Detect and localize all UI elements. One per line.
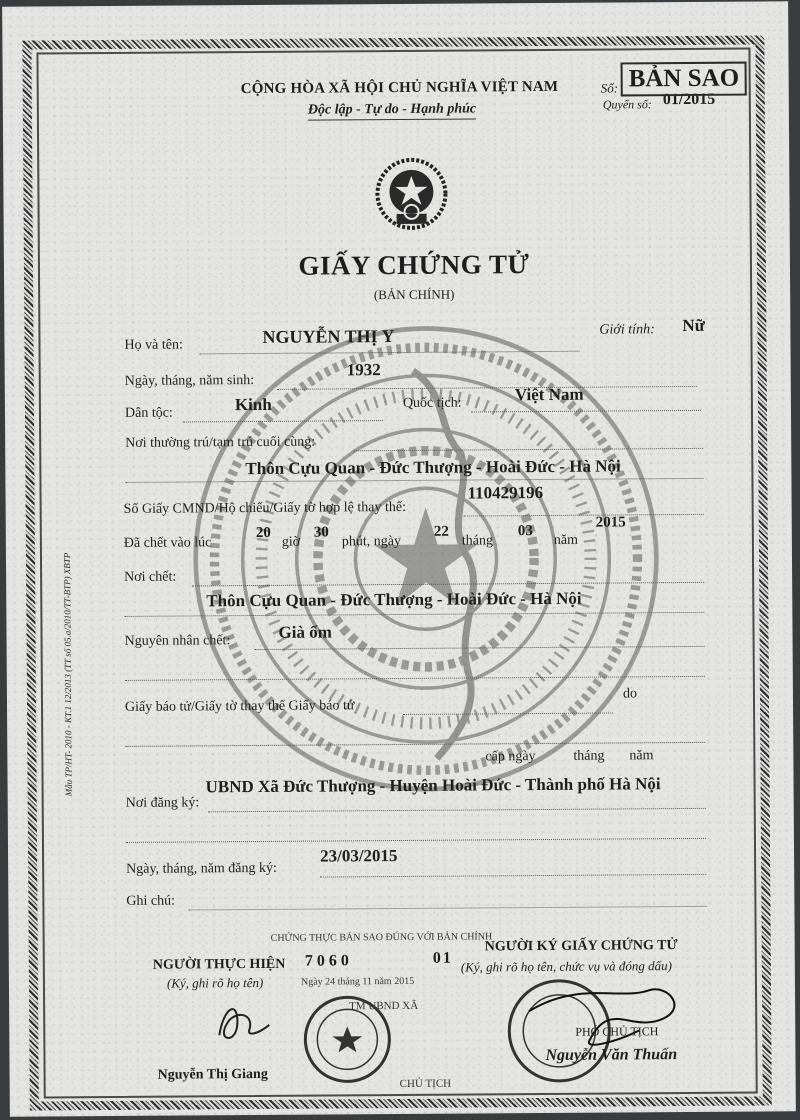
death-time-label: Đã chết vào lúc xyxy=(123,535,212,551)
certification-date: Ngày 24 tháng 11 năm 2015 xyxy=(300,975,415,988)
copy-stamp: BẢN SAO xyxy=(621,62,748,97)
number-label: Số: xyxy=(600,80,619,96)
gender-label: Giới tính: xyxy=(599,322,655,338)
death-place-label: Nơi chết: xyxy=(124,569,177,585)
ethnicity-label: Dân tộc: xyxy=(124,405,173,421)
residence-label: Nơi thường trú/tạm trú cuối cùng: xyxy=(125,434,316,451)
motto: Độc lập - Tự do - Hạnh phúc xyxy=(308,101,476,120)
registration-place-label: Nơi đăng ký: xyxy=(125,795,200,811)
birth-date-label: Ngày, tháng, năm sinh: xyxy=(124,373,255,389)
ethnicity-value: Kinh xyxy=(234,394,272,415)
document-subtitle: (BẢN CHÍNH) xyxy=(373,286,455,303)
certification-tm: TM UBND XÃ xyxy=(349,999,419,1013)
executor-note: (Ký, ghi rõ họ tên) xyxy=(166,974,264,991)
signer-title: NGƯỜI KÝ GIẤY CHỨNG TỬ xyxy=(484,938,678,955)
death-place-value: Thôn Cựu Quan - Đức Thượng - Hoài Đức - Hà Nội xyxy=(206,588,582,611)
minute-day-label: phút, ngày xyxy=(341,533,402,550)
nationality-value: Việt Nam xyxy=(514,384,584,405)
id-value: 110429196 xyxy=(467,482,544,503)
nationality-label: Quốc tịch: xyxy=(402,395,462,411)
republic-heading: CỘNG HÒA XÃ HỘI CHỦ NGHĨA VIỆT NAM xyxy=(240,78,559,98)
certification-chairman: CHỦ TỊCH xyxy=(399,1077,452,1091)
death-day-value: 22 xyxy=(433,523,449,540)
certification-book: 01 xyxy=(432,949,453,967)
death-year-value: 2015 xyxy=(595,514,626,531)
death-minute-value: 30 xyxy=(313,524,329,541)
watermark-drum-pattern xyxy=(189,322,662,795)
full-name-label: Họ và tên: xyxy=(124,337,183,353)
death-hour-value: 20 xyxy=(255,524,271,541)
notes-label: Ghi chú: xyxy=(126,893,176,909)
birth-date-value: 1932 xyxy=(346,360,381,380)
signer-name: Nguyễn Văn Thuấn xyxy=(545,1046,678,1064)
month-label: tháng xyxy=(461,533,494,549)
death-month-value: 03 xyxy=(517,523,533,540)
cause-label: Nguyên nhân chết: xyxy=(124,633,231,649)
executor-title: NGƯỜI THỰC HIỆN xyxy=(152,956,286,973)
issue-year-label: năm xyxy=(629,748,654,764)
executor-name: Nguyễn Thị Giang xyxy=(157,1066,268,1083)
registration-place-value: UBND Xã Đức Thượng - Huyện Hoài Đức - Thành phố Hà Nội xyxy=(205,774,661,797)
official-seal-stamp xyxy=(277,994,428,1085)
issue-date-label: cấp ngày xyxy=(485,749,536,765)
certification-line: CHỨNG THỰC BẢN SAO ĐÚNG VỚI BẢN CHÍNH xyxy=(270,931,493,944)
document-title: GIẤY CHỨNG TỬ xyxy=(298,249,530,281)
national-emblem-icon xyxy=(371,156,452,237)
registration-date-value: 23/03/2015 xyxy=(320,846,398,866)
signer-role: PHÓ CHỦ TỊCH xyxy=(575,1024,659,1039)
gender-value: Nữ xyxy=(682,315,705,336)
id-label: Số Giấy CMND/Hộ chiếu/Giấy tờ hợp lệ thay thế: xyxy=(123,499,407,517)
signer-note: (Ký, ghi rõ họ tên, chức vụ và đóng dấu) xyxy=(460,958,672,975)
form-code-note: Mẫu TP/HT- 2010 - KT.1 12/2013 (TT số 05.a/2010/TT-BTP) XBTP xyxy=(61,552,74,797)
year-label: năm xyxy=(553,532,579,548)
issued-by-label: do xyxy=(622,686,637,702)
book-number-label: Quyển số: xyxy=(602,97,652,112)
residence-value: Thôn Cựu Quan - Đức Thượng - Hoài Đức - Hà Nội xyxy=(245,456,621,479)
hour-label: giờ xyxy=(281,534,301,550)
full-name-value: NGUYỄN THỊ Y xyxy=(262,326,395,347)
book-number-value: 01/2015 xyxy=(662,90,716,109)
certification-number: 7060 xyxy=(304,952,353,970)
death-notice-label: Giấy báo tử/Giấy tờ thay thế Giấy báo tử xyxy=(124,698,355,715)
cause-value: Già ốm xyxy=(278,622,332,642)
issue-month-label: tháng xyxy=(573,748,605,764)
certificate-paper xyxy=(2,1,796,1116)
registration-date-label: Ngày, tháng, năm đăng ký: xyxy=(126,860,277,877)
